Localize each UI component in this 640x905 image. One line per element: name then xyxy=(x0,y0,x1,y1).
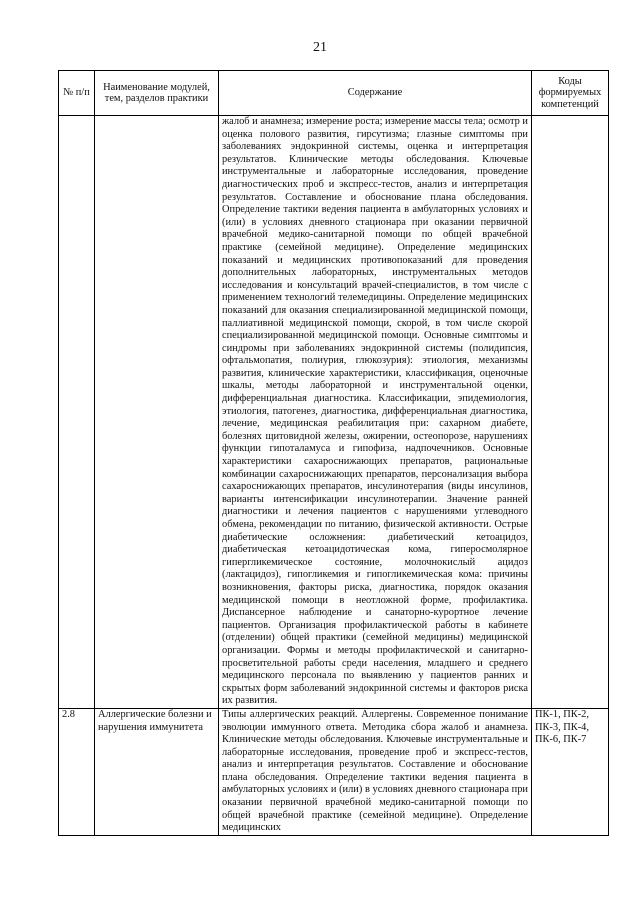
curriculum-table xyxy=(58,70,609,836)
row-name xyxy=(95,116,219,709)
page-number: 21 xyxy=(313,40,327,55)
row-codes: ПК-1, ПК-2, ПК-3, ПК-4, ПК-6, ПК-7 xyxy=(532,708,609,835)
table-row xyxy=(59,708,609,835)
header-content: Содержание xyxy=(219,71,532,116)
header-codes: Коды формируемых компетенций xyxy=(532,71,609,116)
table-row xyxy=(59,116,609,709)
row-name: Аллергические болезни и нарушения иммунитета xyxy=(95,708,219,835)
header-num: № п/п xyxy=(59,71,95,116)
row-content: Типы аллергических реакций. Аллергены. Современное понимание эволюции иммунного ответа. Методика сбора жалоб и анамнеза. Клинические методы обследования. Ключевые инструментальные и лабораторные исследования, проведение проб и экспресс-тестов, анализ и интерпретация результатов. Составление и обоснование плана обследования. Определение тактики ведения пациента в амбулаторных условиях и (или) в условиях дневного стационара при оказании первичной врачебной медико-санитарной помощи по общей врачебной практике (семейной медицине). Определение медицинских xyxy=(219,708,532,835)
row-num: 2.8 xyxy=(59,708,95,835)
row-content: жалоб и анамнеза; измерение роста; измерение массы тела; осмотр и оценка полового развития, гирсутизма; глазные симптомы при заболеваниях эндокринной системы, оценка и интерпретация результатов. Клинические методы обследования. Ключевые инструментальные и лабораторные исследования, проведение диагностических проб и экспресс-тестов, анализ и интерпретация результатов. Составление и обоснование плана обследования. Определение тактики ведения пациента в амбулаторных условиях и (или) в условиях дневного стационара при оказании первичной врачебной медико-санитарной помощи по общей врачебной практике (семейной медицине). Определение медицинских показаний и медицинских противопоказаний для проведения дополнительных лабораторных, инструментальных методов исследования и консультаций врачей-специалистов, в том числе с применением технологий телемедицины. Определение медицинских показаний для оказания специализированной медицинской помощи, паллиативной медицинской помощи, скорой, в том числе скорой специализированной медицинской помощи. Основные симптомы и синдромы при заболеваниях эндокринной системы (полидипсия, офтальмопатия, полиурия, глюкозурия): этиология, механизмы развития, клинические характеристики, классификация, оценочные шкалы, методы лабораторной и инструментальной оценки, дифференциальная диагностика. Классификации, эпидемиология, этиология, патогенез, диагностика, дифференциальная диагностика, лечение, медицинская реабилитация при: сахарном диабете, болезнях щитовидной железы, ожирении, остеопорозе, нарушениях функции гипоталамуса и гипофиза, надпочечников. Основные характеристики сахароснижающих препаратов, рациональные комбинации сахароснижающих препаратов, персонализация выбора сахароснижающих препаратов, инсулинотерапия (виды инсулинов, варианты интенсификации инсулинотерапии. Значение ранней диагностики и лечения пациентов с нарушениями углеводного обмена, рекомендации по питанию, физической активности. Острые диабетические осложнения: диабетический кетоацидоз, диабетическая кетоацидотическая кома, гиперосмолярное гипергликемическое состояние, молочнокислый ацидоз (лактацидоз), гипогликемия и гипогликемическая кома: причины возникновения, факторы риска, диагностика, порядок оказания медицинской помощи в неотложной форме, профилактика. Диспансерное наблюдение и санаторно-курортное лечение пациентов. Организация профилактической работы в кабинете (отделении) общей практики (семейной медицины) медицинской организации. Формы и методы профилактической и санитарно-просветительной работы среди населения, младшего и среднего медицинского персонала по выявлению у пациентов ранних и скрытых форм заболеваний эндокринной системы и факторов риска их развития. xyxy=(219,116,532,709)
row-codes xyxy=(532,116,609,709)
table-header-row xyxy=(59,71,609,116)
row-num xyxy=(59,116,95,709)
header-name: Наименование модулей, тем, разделов практики xyxy=(95,71,219,116)
